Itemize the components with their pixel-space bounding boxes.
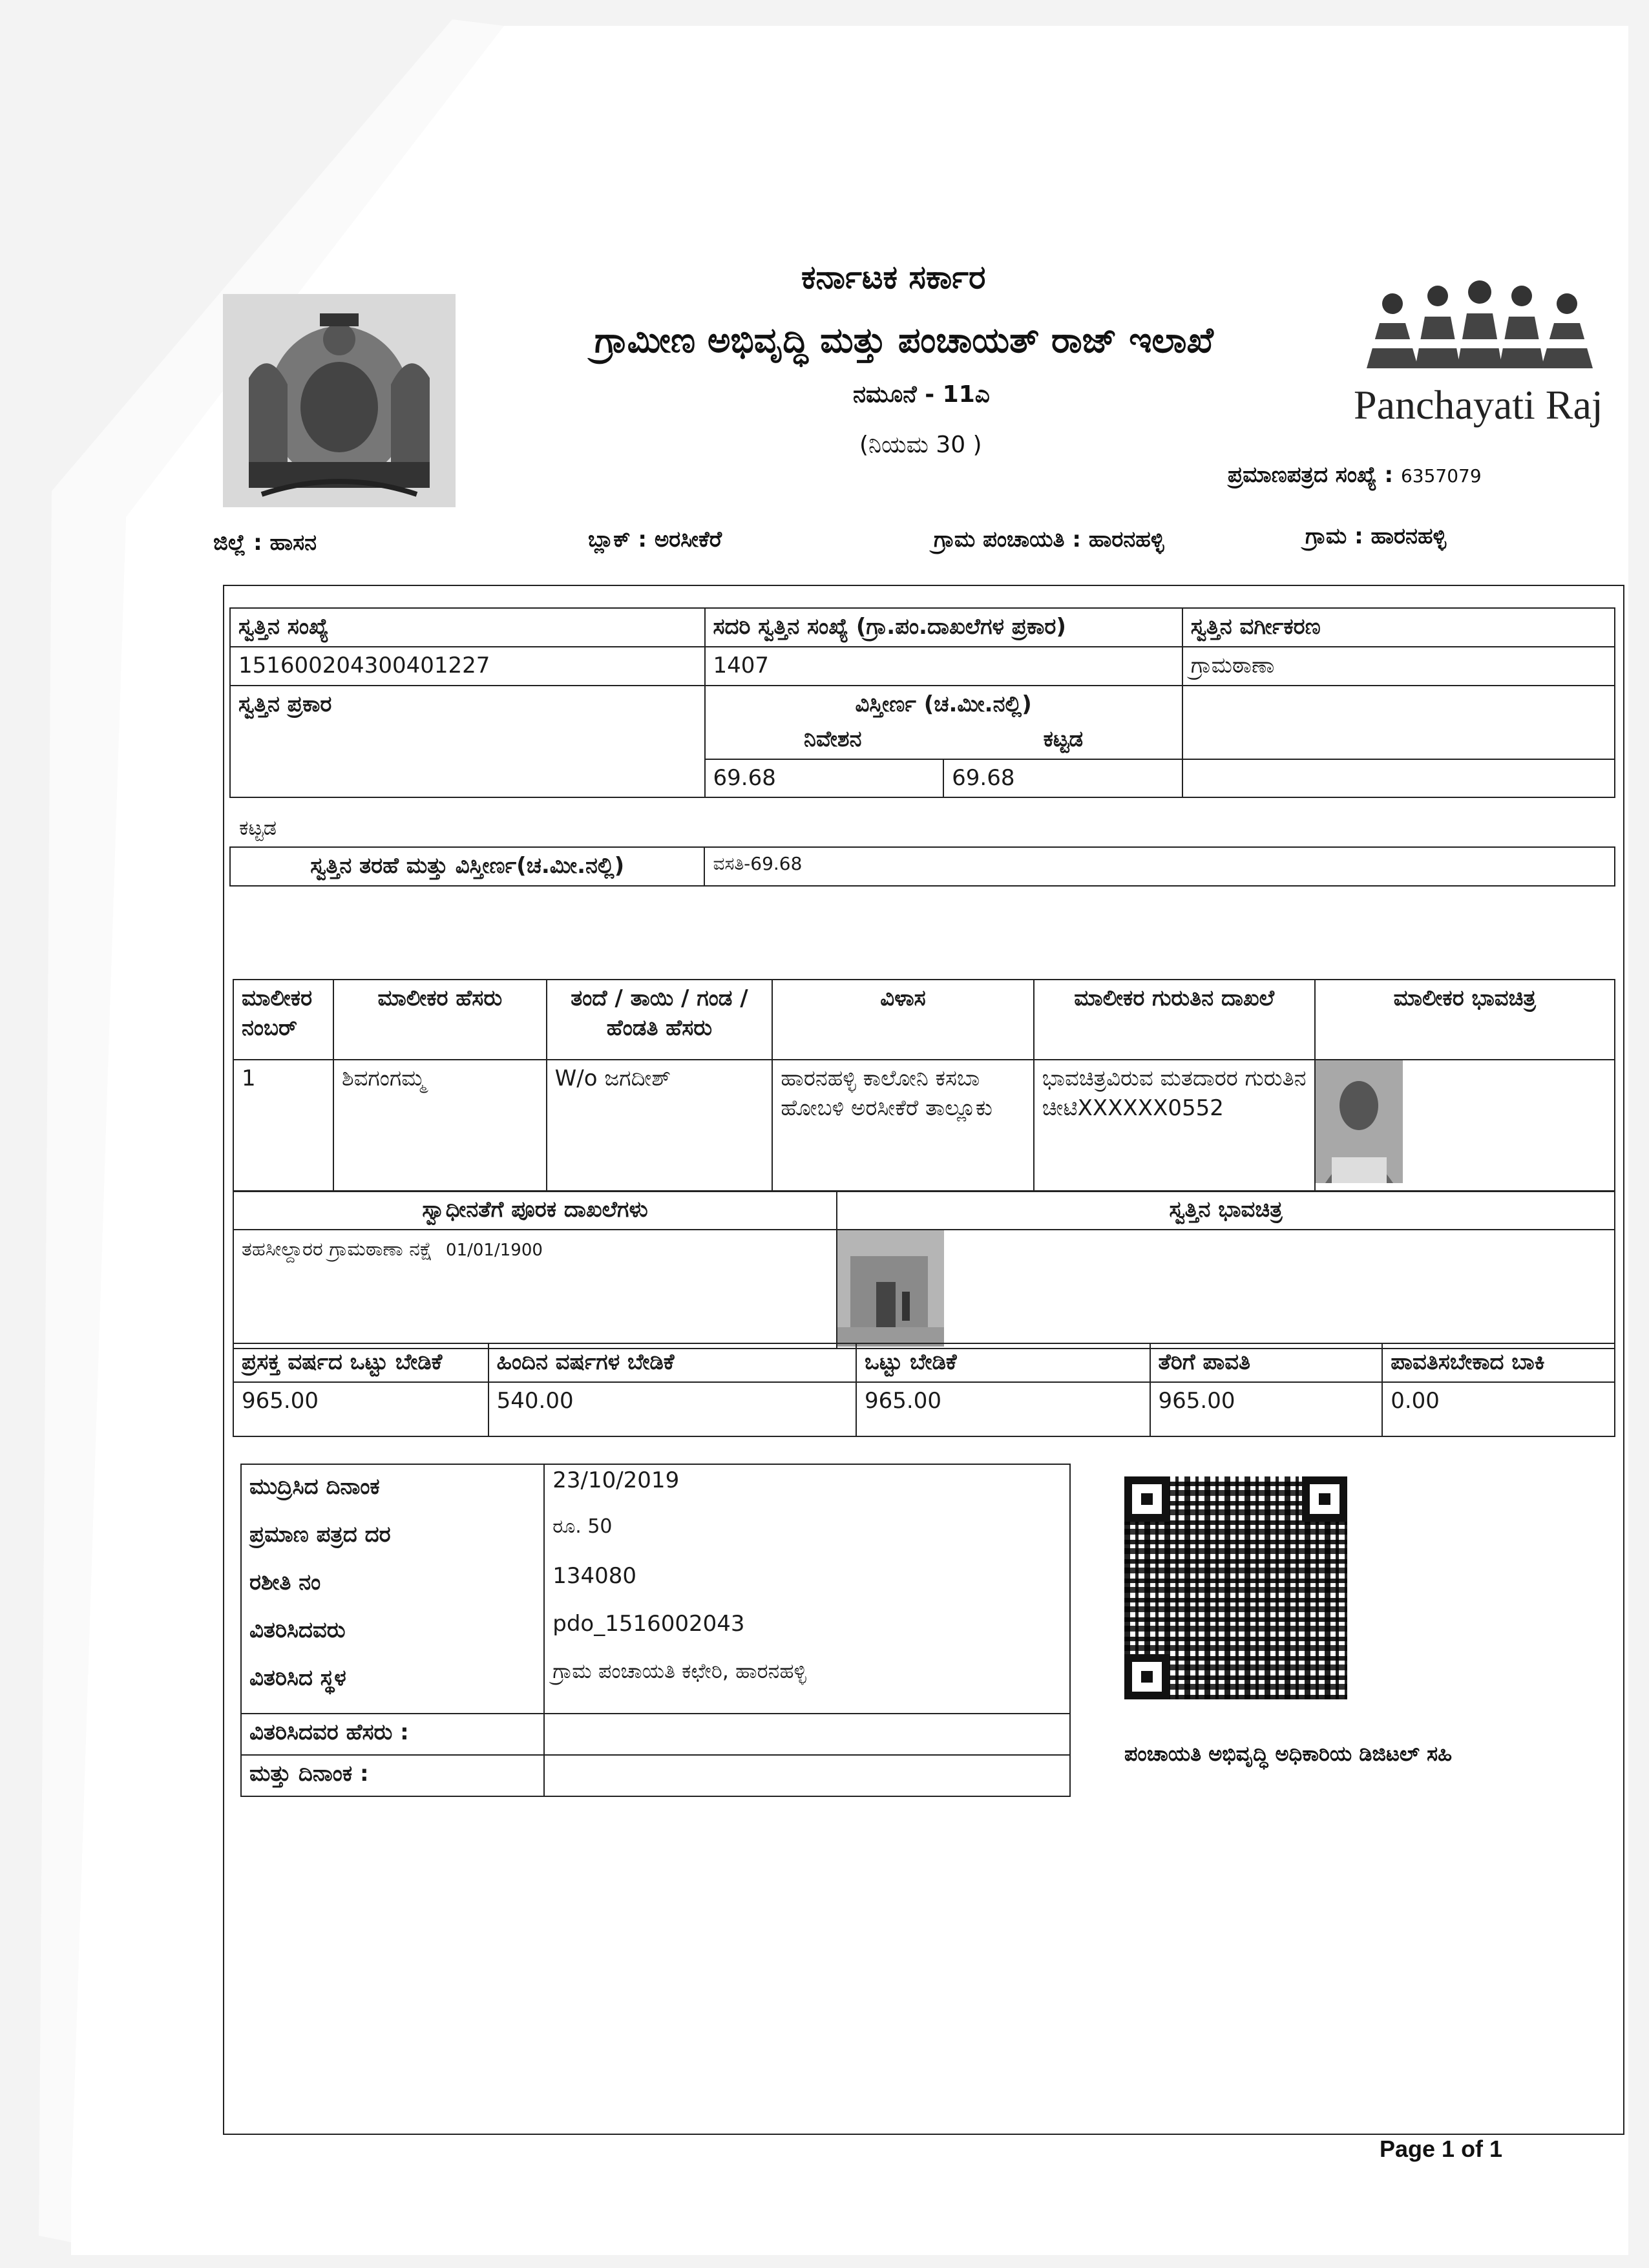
supporting-table bbox=[233, 1190, 1615, 1349]
building-label: ಕಟ್ಟಡ bbox=[1043, 726, 1084, 752]
supporting-doc-date: 01/01/1900 bbox=[446, 1240, 543, 1260]
area-header bbox=[705, 686, 1182, 759]
property-number-label: ಸ್ವತ್ತಿನ ಸಂಖ್ಯೆ bbox=[230, 608, 705, 647]
site-label: ನಿವೇಶನ bbox=[804, 726, 862, 752]
supporting-doc bbox=[233, 1230, 837, 1349]
logo-text: Panchayati Raj bbox=[1354, 382, 1603, 428]
total-demand-header: ಒಟ್ಟು ಬೇಡಿಕೆ bbox=[856, 1343, 1150, 1382]
total-demand-value: 965.00 bbox=[856, 1382, 1150, 1436]
tax-table bbox=[233, 1343, 1615, 1437]
issue-values bbox=[544, 1464, 1070, 1714]
previous-demand-header: ಹಿಂದಿನ ವರ್ಷಗಳ ಬೇಡಿಕೆ bbox=[488, 1343, 856, 1382]
property-class-label: ಸ್ವತ್ತಿನ ವರ್ಗೀಕರಣ bbox=[1182, 608, 1615, 647]
owner-photo-header: ಮಾಲೀಕರ ಭಾವಚಿತ್ರ bbox=[1315, 980, 1615, 1060]
owner-number-header: ಮಾಲೀಕರ ನಂಬರ್ bbox=[233, 980, 333, 1060]
fee-value: ರೂ. 50 bbox=[552, 1515, 613, 1538]
address-header: ವಿಳಾಸ bbox=[772, 980, 1034, 1060]
gp-property-number-label: ಸದರಿ ಸ್ವತ್ತಿನ ಸಂಖ್ಯೆ (ಗ್ರಾ.ಪಂ.ದಾಖಲೆಗಳ ಪ್ರಕಾರ) bbox=[705, 608, 1182, 647]
print-date-value: 23/10/2019 bbox=[552, 1467, 680, 1493]
current-demand-header: ಪ್ರಸಕ್ತ ವರ್ಷದ ಒಟ್ಟು ಬೇಡಿಕೆ bbox=[233, 1343, 488, 1382]
table-row bbox=[241, 1755, 1070, 1796]
government-title: ಕರ್ನಾಟಕ ಸರ್ಕಾರ bbox=[801, 258, 986, 296]
current-demand-value: 965.00 bbox=[233, 1382, 488, 1436]
issued-by-label: ವಿತರಿಸಿದವರು bbox=[249, 1617, 346, 1643]
receiver-date-value bbox=[544, 1755, 1070, 1796]
owner-relation: W/o ಜಗದೀಶ್ bbox=[547, 1060, 773, 1192]
village: ಗ್ರಾಮ : ಹಾರನಹಳ್ಳಿ bbox=[1305, 523, 1447, 549]
property-type-label: ಸ್ವತ್ತಿನ ಪ್ರಕಾರ bbox=[230, 686, 705, 798]
building-area-value: 69.68 bbox=[943, 759, 1182, 798]
owner-name: ಶಿವಗಂಗಮ್ಮ bbox=[333, 1060, 547, 1192]
table-row bbox=[233, 1230, 1615, 1349]
area-label: ವಿಸ್ತೀರ್ಣ (ಚ.ಮೀ.ನಲ್ಲಿ) bbox=[855, 691, 1032, 717]
property-kind-table bbox=[229, 846, 1615, 887]
property-class-value: ಗ್ರಾಮಠಾಣಾ bbox=[1182, 647, 1615, 686]
tax-paid-header: ತೆರಿಗೆ ಪಾವತಿ bbox=[1150, 1343, 1383, 1382]
page-number: Page 1 of 1 bbox=[1380, 2136, 1503, 2162]
owner-photo bbox=[1316, 1060, 1403, 1183]
owner-id-header: ಮಾಲೀಕರ ಗುರುತಿನ ದಾಖಲೆ bbox=[1034, 980, 1315, 1060]
table-row bbox=[233, 1191, 1615, 1230]
table-row bbox=[233, 1382, 1615, 1436]
table-row bbox=[230, 608, 1615, 647]
property-table bbox=[229, 607, 1615, 798]
table-row bbox=[241, 1464, 1070, 1714]
rule-number: (ನಿಯಮ 30 ) bbox=[859, 432, 982, 458]
receiver-date-label: ಮತ್ತು ದಿನಾಂಕ : bbox=[241, 1755, 544, 1796]
owner-photo-cell bbox=[1315, 1060, 1615, 1192]
tax-paid-value: 965.00 bbox=[1150, 1382, 1383, 1436]
owner-id-doc-line2: ಚೀಟಿXXXXXX0552 bbox=[1042, 1095, 1224, 1121]
table-row bbox=[230, 686, 1615, 759]
block: ಬ್ಲಾಕ್ : ಅರಸೀಕೆರೆ bbox=[588, 527, 722, 552]
table-row bbox=[241, 1714, 1070, 1755]
fee-label: ಪ್ರಮಾಣ ಪತ್ರದ ದರ bbox=[249, 1522, 391, 1548]
issued-by-value: pdo_1516002043 bbox=[552, 1611, 745, 1637]
receipt-label: ರಶೀತಿ ನಂ bbox=[249, 1570, 321, 1595]
property-photo-cell bbox=[837, 1230, 1615, 1349]
supporting-docs-label: ಸ್ವಾಧೀನತೆಗೆ ಪೂರಕ ದಾಖಲೆಗಳು bbox=[233, 1191, 837, 1230]
relation-header: ತಂದೆ / ತಾಯಿ / ಗಂಡ / ಹೆಂಡತಿ ಹೆಸರು bbox=[547, 980, 773, 1060]
owner-id-doc bbox=[1034, 1060, 1315, 1192]
table-row bbox=[230, 847, 1615, 886]
property-kind-area-value: ವಸತಿ-69.68 bbox=[704, 847, 1615, 886]
print-date-label: ಮುದ್ರಿಸಿದ ದಿನಾಂಕ bbox=[249, 1474, 380, 1500]
gram-panchayat: ಗ್ರಾಮ ಪಂಚಾಯತಿ : ಹಾರನಹಳ್ಳಿ bbox=[934, 527, 1164, 552]
empty-cell bbox=[1182, 759, 1615, 798]
state-emblem-icon bbox=[223, 294, 456, 507]
owner-table bbox=[233, 979, 1615, 1192]
department-title: ಗ್ರಾಮೀಣ ಅಭಿವೃದ್ಧಿ ಮತ್ತು ಪಂಚಾಯತ್ ರಾಜ್ ಇಲಾಖೆ bbox=[594, 320, 1213, 361]
owner-id-doc-line1: ಭಾವಚಿತ್ರವಿರುವ ಮತದಾರರ ಗುರುತಿನ bbox=[1042, 1066, 1307, 1091]
property-kind-area-label: ಸ್ವತ್ತಿನ ತರಹೆ ಮತ್ತು ವಿಸ್ತೀರ್ಣ(ಚ.ಮೀ.ನಲ್ಲಿ) bbox=[230, 847, 704, 886]
owner-address: ಹಾರನಹಳ್ಳಿ ಕಾಲೋನಿ ಕಸಬಾ ಹೋಬಳಿ ಅರಸೀಕೆರೆ ತಾಲ್ಲೂಕು bbox=[772, 1060, 1034, 1192]
property-type-value: ಕಟ್ಟಡ bbox=[239, 815, 277, 840]
balance-header: ಪಾವತಿಸಬೇಕಾದ ಬಾಕಿ bbox=[1382, 1343, 1615, 1382]
owner-name-header: ಮಾಲೀಕರ ಹೆಸರು bbox=[333, 980, 547, 1060]
receiver-name-label: ವಿತರಿಸಿದವರ ಹೆಸರು : bbox=[241, 1714, 544, 1755]
empty-cell bbox=[1182, 686, 1615, 759]
certificate-number bbox=[1228, 462, 1482, 488]
panchayati-raj-logo bbox=[1354, 278, 1606, 426]
supporting-doc-value: ತಹಸೀಲ್ದಾರರ ಗ್ರಾಮಠಾಣಾ ನಕ್ಷೆ bbox=[242, 1237, 433, 1261]
property-photo-label: ಸ್ವತ್ತಿನ ಭಾವಚಿತ್ರ bbox=[837, 1191, 1615, 1230]
people-logo-icon bbox=[1354, 278, 1606, 375]
property-photo bbox=[837, 1230, 944, 1347]
table-row bbox=[233, 1060, 1615, 1192]
certificate-number-label: ಪ್ರಮಾಣಪತ್ರದ ಸಂಖ್ಯೆ : bbox=[1228, 462, 1394, 488]
site-area-value: 69.68 bbox=[705, 759, 944, 798]
receipt-value: 134080 bbox=[552, 1563, 637, 1589]
issue-place-label: ವಿತರಿಸಿದ ಸ್ಥಳ bbox=[249, 1665, 346, 1691]
balance-value: 0.00 bbox=[1382, 1382, 1615, 1436]
previous-demand-value: 540.00 bbox=[488, 1382, 856, 1436]
certificate-number-value: 6357079 bbox=[1400, 465, 1482, 487]
gp-property-number-value: 1407 bbox=[705, 647, 1182, 686]
property-number-value: 151600204300401227 bbox=[230, 647, 705, 686]
form-number: ನಮೂನೆ - 11ಎ bbox=[853, 381, 990, 408]
receiver-name-value bbox=[544, 1714, 1070, 1755]
issue-labels bbox=[241, 1464, 544, 1714]
qr-code-icon bbox=[1124, 1476, 1347, 1699]
table-row bbox=[233, 980, 1615, 1060]
district: ಜಿಲ್ಲೆ : ಹಾಸನ bbox=[213, 530, 317, 556]
owner-number: 1 bbox=[233, 1060, 333, 1192]
digital-signature-label: ಪಂಚಾಯತಿ ಅಭಿವೃದ್ಧಿ ಅಧಿಕಾರಿಯ ಡಿಜಿಟಲ್ ಸಹಿ bbox=[1124, 1741, 1453, 1766]
issue-table bbox=[240, 1464, 1071, 1797]
table-row bbox=[233, 1343, 1615, 1382]
table-row bbox=[230, 647, 1615, 686]
issue-place-value: ಗ್ರಾಮ ಪಂಚಾಯತಿ ಕಛೇರಿ, ಹಾರನಹಳ್ಳಿ bbox=[552, 1659, 806, 1683]
